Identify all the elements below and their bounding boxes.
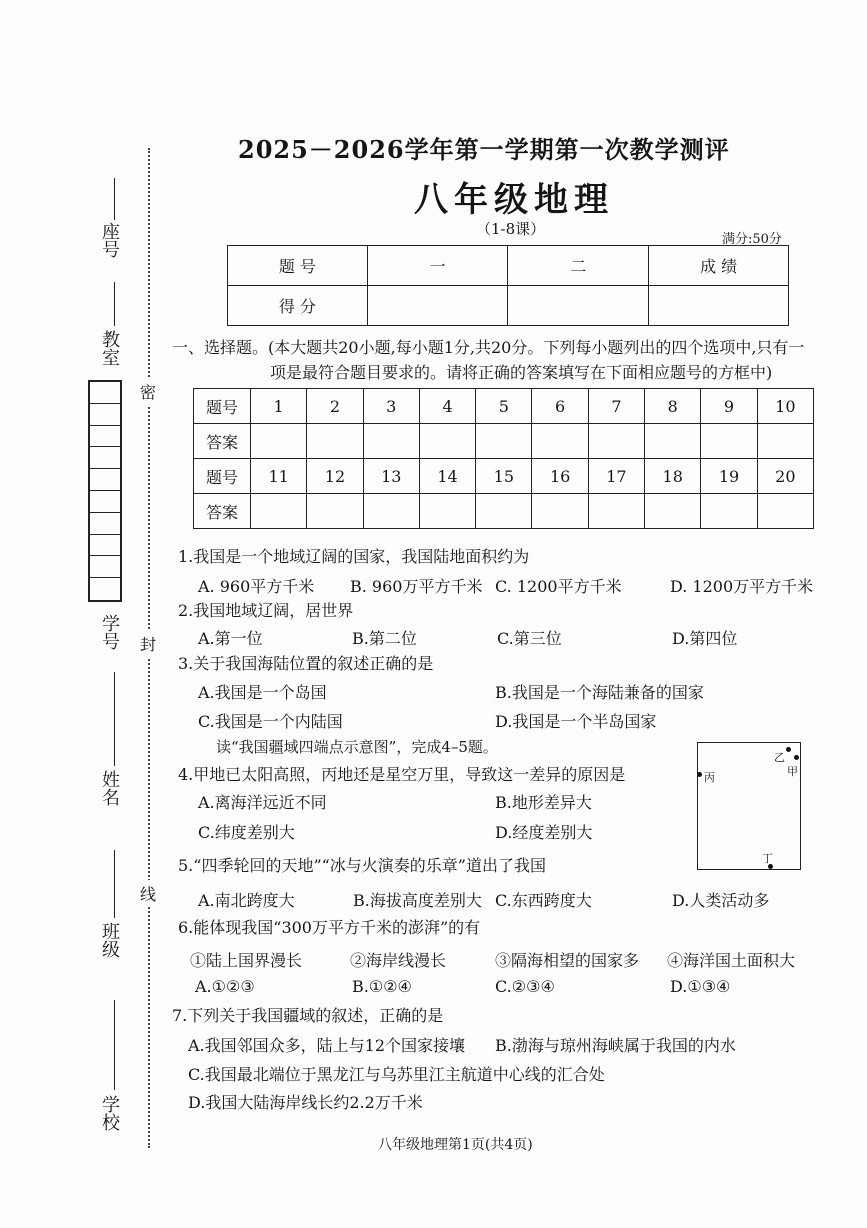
answer-cell[interactable] <box>363 494 419 529</box>
q6-statement-2: ②海岸线漫长 <box>350 951 447 970</box>
point-bing <box>697 772 702 777</box>
q6-statement-3: ③隔海相望的国家多 <box>495 951 640 970</box>
score-cell[interactable] <box>508 286 649 326</box>
seat-number-line <box>114 178 115 220</box>
answer-cell[interactable] <box>701 494 757 529</box>
student-id-label: 学号 <box>99 614 120 650</box>
name-line <box>114 672 115 766</box>
section1-instructions-line1: 一、选择题。(本大题共20小题,每小题1分,共20分。下列每小题列出的四个选项中,只有一 <box>172 338 805 357</box>
q7-option-b: B.渤海与琼州海峡属于我国的内水 <box>495 1036 736 1055</box>
point-jia <box>794 755 799 760</box>
grid-num: 10 <box>757 389 813 424</box>
q6-option-b: B.①②④ <box>352 977 412 996</box>
q2-stem: 2.我国地域辽阔，居世界 <box>178 601 354 620</box>
grid-num-label: 题号 <box>194 459 251 494</box>
exam-scope: （1-8课） <box>476 220 546 238</box>
answer-cell[interactable] <box>588 424 644 459</box>
seal-char-xian: 线 <box>140 880 156 907</box>
class-label: 班级 <box>99 922 120 958</box>
q2-option-b: B.第二位 <box>352 629 417 648</box>
grid-num: 8 <box>645 389 701 424</box>
answer-cell[interactable] <box>419 494 475 529</box>
grid-num: 5 <box>476 389 532 424</box>
answer-cell[interactable] <box>251 494 307 529</box>
answer-cell[interactable] <box>307 494 363 529</box>
score-cell[interactable] <box>367 286 508 326</box>
q1-option-d: D. 1200万平方千米 <box>670 577 814 596</box>
q3-option-c: C.我国是一个内陆国 <box>198 712 343 731</box>
q3-option-d: D.我国是一个半岛国家 <box>495 712 657 731</box>
grid-num: 14 <box>419 459 475 494</box>
q4-option-c: C.纬度差别大 <box>198 823 295 842</box>
answer-cell[interactable] <box>645 494 701 529</box>
grid-num: 1 <box>251 389 307 424</box>
q4-option-b: B.地形差异大 <box>495 793 592 812</box>
q5-option-a: A.南北跨度大 <box>198 891 295 910</box>
q7-option-a: A.我国邻国众多，陆上与12个国家接壤 <box>188 1036 466 1055</box>
answer-cell[interactable] <box>532 494 588 529</box>
answer-cell[interactable] <box>701 424 757 459</box>
q1-stem: 1.我国是一个地域辽阔的国家，我国陆地面积约为 <box>178 547 530 566</box>
q6-statement-4: ④海洋国土面积大 <box>667 951 796 970</box>
answer-cell[interactable] <box>307 424 363 459</box>
q2-option-a: A.第一位 <box>198 629 263 648</box>
answer-cell[interactable] <box>645 424 701 459</box>
q3-stem: 3.关于我国海陆位置的叙述正确的是 <box>178 654 434 673</box>
q6-option-a: A.①②③ <box>195 977 255 996</box>
q5-stem: 5.“四季轮回的天地”“冰与火演奏的乐章”道出了我国 <box>178 856 546 875</box>
q3-option-b: B.我国是一个海陆兼备的国家 <box>495 683 704 702</box>
grid-num: 7 <box>588 389 644 424</box>
grid-answer-label: 答案 <box>194 494 251 529</box>
q4-option-d: D.经度差别大 <box>495 823 593 842</box>
label-jia: 甲 <box>787 765 798 778</box>
answer-cell[interactable] <box>588 494 644 529</box>
grid-num: 20 <box>757 459 813 494</box>
grid-num: 16 <box>532 459 588 494</box>
q4-stem: 4.甲地已太阳高照，丙地还是星空万里，导致这一差异的原因是 <box>178 765 626 784</box>
label-yi: 乙 <box>774 751 785 764</box>
territory-endpoints-map <box>697 742 801 870</box>
grid-num: 2 <box>307 389 363 424</box>
score-table-header: 题 号 <box>228 246 368 286</box>
read-map-note: 读“我国疆域四端点示意图”，完成4–5题。 <box>216 738 498 756</box>
grid-num: 18 <box>645 459 701 494</box>
grid-num: 9 <box>701 389 757 424</box>
answer-cell[interactable] <box>757 494 813 529</box>
answer-cell[interactable] <box>476 424 532 459</box>
q7-stem: 7.下列关于我国疆域的叙述，正确的是 <box>172 1006 444 1025</box>
score-row-label: 得 分 <box>228 286 368 326</box>
answer-cell[interactable] <box>251 424 307 459</box>
q7-option-c: C.我国最北端位于黑龙江与乌苏里江主航道中心线的汇合处 <box>188 1065 605 1084</box>
answer-cell[interactable] <box>757 424 813 459</box>
grid-num: 15 <box>476 459 532 494</box>
q5-option-c: C.东西跨度大 <box>495 891 592 910</box>
q4-option-a: A.离海洋远近不同 <box>198 793 327 812</box>
answer-cell[interactable] <box>476 494 532 529</box>
answer-cell[interactable] <box>363 424 419 459</box>
point-yi <box>786 747 791 752</box>
name-label: 姓名 <box>99 770 120 806</box>
q2-option-d: D.第四位 <box>672 629 738 648</box>
grid-answer-label: 答案 <box>194 424 251 459</box>
score-table-header: 一 <box>367 246 508 286</box>
q1-option-a: A. 960平方千米 <box>198 577 315 596</box>
score-table-header: 成 绩 <box>649 246 789 286</box>
full-score: 满分:50分 <box>722 232 782 247</box>
q6-stem: 6.能体现我国“300万平方千米的澎湃”的有 <box>178 918 481 937</box>
q2-option-c: C.第三位 <box>497 629 562 648</box>
classroom-label: 教室 <box>99 330 120 366</box>
school-line <box>114 1000 115 1090</box>
grid-num-label: 题号 <box>194 389 251 424</box>
grid-num: 4 <box>419 389 475 424</box>
seal-char-feng: 封 <box>140 630 156 657</box>
q6-statement-1: ①陆上国界漫长 <box>190 951 303 970</box>
grid-num: 11 <box>251 459 307 494</box>
score-table-header: 二 <box>508 246 649 286</box>
page-footer: 八年级地理第1页(共4页) <box>378 1137 533 1153</box>
label-ding: 丁 <box>762 852 773 865</box>
grid-num: 6 <box>532 389 588 424</box>
q3-option-a: A.我国是一个岛国 <box>198 683 327 702</box>
score-cell[interactable] <box>649 286 789 326</box>
answer-cell[interactable] <box>419 424 475 459</box>
q1-option-b: B. 960万平方千米 <box>350 577 483 596</box>
grid-num: 19 <box>701 459 757 494</box>
q1-option-c: C. 1200平方千米 <box>495 577 622 596</box>
q7-option-d: D.我国大陆海岸线长约2.2万千米 <box>188 1093 423 1112</box>
q5-option-d: D.人类活动多 <box>672 891 770 910</box>
exam-subject: 八年级地理 <box>414 180 614 220</box>
seal-char-mi: 密 <box>140 378 156 405</box>
q6-option-d: D.①③④ <box>670 977 731 996</box>
answer-cell[interactable] <box>532 424 588 459</box>
class-line <box>114 850 115 918</box>
grid-num: 13 <box>363 459 419 494</box>
exam-title: 2025－2026学年第一学期第一次教学测评 <box>238 135 730 164</box>
school-label: 学校 <box>99 1095 120 1131</box>
q5-option-b: B.海拔高度差别大 <box>353 891 482 910</box>
seat-number-label: 座号 <box>99 222 120 258</box>
label-bing: 丙 <box>704 771 715 784</box>
section1-instructions-line2: 项是最符合题目要求的。请将正确的答案填写在下面相应题号的方框中) <box>270 363 773 382</box>
classroom-line <box>114 282 115 326</box>
grid-num: 12 <box>307 459 363 494</box>
score-table <box>227 245 789 326</box>
grid-num: 3 <box>363 389 419 424</box>
grid-num: 17 <box>588 459 644 494</box>
answer-grid <box>193 388 814 529</box>
student-id-boxes <box>88 380 122 602</box>
q6-option-c: C.②③④ <box>495 977 555 996</box>
